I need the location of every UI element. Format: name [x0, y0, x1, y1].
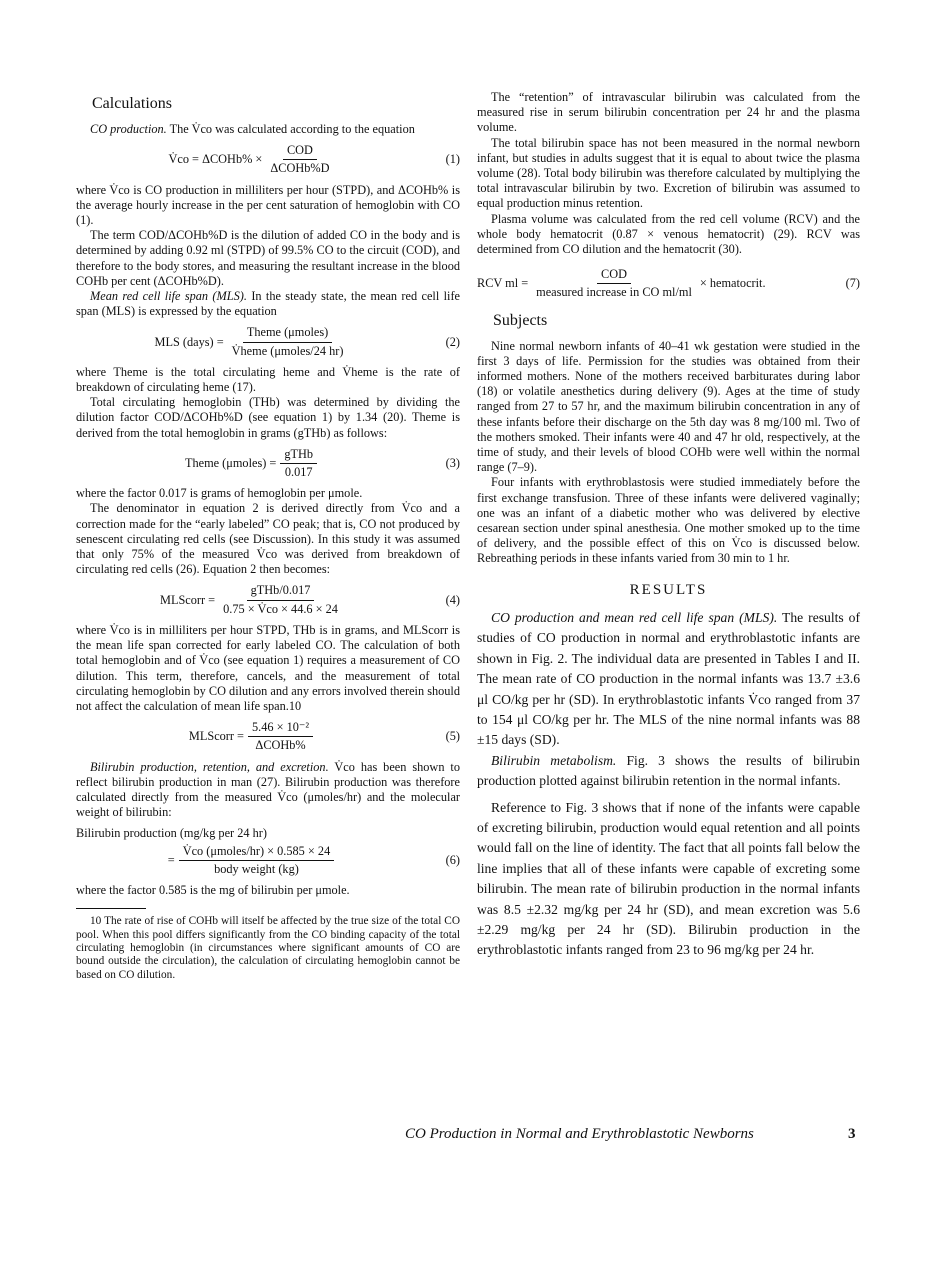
paragraph: Total circulating hemoglobin (THb) was determined by dividing the dilution factor COD/ΔCOHb%D (see equation 1) by 1.34 (20). Theme is derived from the total hemoglobin in grams (gTHb) as follows: [76, 395, 460, 440]
paragraph: Four infants with erythroblastosis were studied immediately before the first exchange transfusion. Three of these infants were delivered vaginally; one was an infant of a diabetic mother who was delivered by elective cesarean section under spinal anesthesia. One mother smoked up to the time of delivery, and the possible effect of this on V̇co is discussed below. Rebreathing periods in these infants varied from 30 min to 1 hr. [477, 475, 860, 566]
paragraph-co-production: CO production. The V̇co was calculated according to the equation [90, 122, 415, 136]
run-in-title: Mean red cell life span (MLS). [90, 289, 247, 304]
page-number: 3 [848, 1126, 856, 1142]
section-heading-results: RESULTS [629, 581, 708, 598]
paragraph: where the factor 0.017 is grams of hemoglobin per μmole. [76, 486, 363, 501]
run-in-title: Bilirubin production, retention, and excretion. [90, 759, 329, 774]
results-text [477, 608, 860, 961]
paragraph: where Theme is the total circulating heme and V̇heme is the rate of breakdown of circulating heme (17). [76, 364, 460, 395]
paragraph: The denominator in equation 2 is derived directly from V̇co and a correction made for the “early labeled” CO peak; that is, CO not produced by senescent circulating red cells (see Discussion). In this study it was assumed that only 75% of the measured V̇co was derived from breakdown of circulating red cells (26). Equation 2 then becomes: [76, 501, 460, 577]
running-head: CO Production in Normal and Erythroblastotic Newborns [405, 1126, 754, 1142]
equation-3: Theme (μmoles) = $\frac{\text{gTHb}}{0.017}$ (3) [184, 446, 460, 480]
equation-number: (4) [445, 592, 460, 607]
equation-1: V̇co = ΔCOHb% × $\frac{\text{COD}}{\text{ΔCOHb\%D}}$ (1) [168, 143, 460, 176]
paragraph: Reference to Fig. 3 shows that if none of the infants were capable of excreting bilirubin, production would equal retention and all points would fall on the line of identity. The fact that all points fall below the line implies that all of these infants were capable of excreting some bilirubin. The mean rate of bilirubin production in the normal infants was 8.5 ±2.32 mg/kg per 24 hr (SD), and mean excretion was 5.6 ±2.29 mg/kg per 24 hr (SD). Bilirubin production in the erythroblastotic infants ranged from 23 to 96 mg/kg per 24 hr. [477, 799, 860, 958]
equation-number: (2) [445, 334, 460, 349]
equation-4: MLScorr = $\frac{\text{gTHb/0.017}}{0.75 \times V̇co \times 44.6 \times 24}$ (4) [160, 583, 460, 616]
equation-number: (3) [445, 455, 460, 470]
run-in-title: Bilirubin metabolism. [491, 752, 617, 768]
equation-2: MLS (days) = $\frac{\text{Theme (μmoles)}}{\text{V̇heme (μmoles/24 hr)}}$ (2) [154, 325, 460, 358]
paragraph: The term COD/ΔCOHb%D is the dilution of added CO in the body and is determined by adding 0.92 ml (STPD) of 99.5% CO to the circuit (COD), and therefore to the body stores, and measuring the resultant increase in the blood COHb per cent (ΔCOHb%D). [76, 228, 460, 288]
paragraph-bilirubin-metabolism: Bilirubin metabolism. Fig. 3 shows the results of bilirubin production plotted against bilirubin retention in the normal infants. [477, 752, 860, 789]
equation-number: (5) [445, 729, 460, 744]
paragraph: where V̇co is in milliliters per hour STPD, THb is in grams, and MLScorr is the mean life span corrected for early labeled CO. The calculation of both total hemoglobin and of V̇co (see equation 1) requires a measurement of CO dilution. This term, therefore, cancels, and the measurement of total circulating hemoglobin by CO dilution and any errors involved therein should not affect the calculation of mean life span.10 [76, 622, 460, 713]
equation-number: (6) [445, 852, 460, 867]
paragraph: where the factor 0.585 is the mg of bilirubin per μmole. [76, 882, 350, 897]
equation-7: RCV ml = $\frac{\text{COD}}{\text{measured increase in CO ml/ml}}$ × hematocrit. (7) [477, 267, 860, 300]
equation-number: (1) [445, 152, 460, 167]
paragraph: The total bilirubin space has not been measured in the normal newborn infant, but studies in adults suggest that it is equal to about twice the plasma volume (28). Total body bilirubin was therefore calculated by multiplying the total intravascular bilirubin by two. Excretion of bilirubin was assumed to equal production minus retention. [477, 135, 860, 211]
left-column [76, 90, 460, 982]
footnote: 10 The rate of rise of COHb will itself be affected by the true size of the total CO pool. When this pool differs significantly from the CO binding capacity of the total circulating hemoglobin (in circumstances where significant amounts of CO are bound outside the circulation), the calculation of circulating hemoglobin cannot be based on CO dilution. [76, 915, 460, 981]
right-column [477, 90, 860, 961]
paragraph-bilirubin: Bilirubin production, retention, and excretion. V̇co has been shown to reflect bilirubin production in man (27). Bilirubin production was therefore calculated directly from the measured V̇co (μmoles/hr) and the molecular weight of bilirubin: [76, 759, 460, 820]
section-heading-subjects: Subjects [493, 311, 548, 329]
equation-number: (7) [845, 276, 860, 291]
equation-5: MLScorr = $\frac{\text{5.46 × 10⁻²}}{\text{ΔCOHb\%}}$ (5) [188, 720, 460, 753]
footnote-divider [76, 908, 146, 909]
paragraph: The “retention” of intravascular bilirubin was calculated from the measured rise in serum bilirubin concentration per 24 hr and the plasma volume. [477, 90, 860, 135]
paragraph: where V̇co is CO production in milliliters per hour (STPD), and ΔCOHb% is the average hourly increase in the per cent saturation of hemoglobin with CO (1). [76, 182, 460, 228]
section-heading-calculations: Calculations [92, 95, 172, 112]
paragraph: Nine normal newborn infants of 40–41 wk gestation were studied in the first 3 days of life. Permission for the studies was obtained from their informed mothers. None of the mothers received barbiturates during labor (18) or volatile anesthetics during delivery (9). Ages at the time of study ranged from 27 to 57 hr, and the maximum bilirubin concentration in any of these infants before their discharge on the 5th day was 8 mg/100 ml. Two of the mothers smoked. Their infants were 40 and 47 hr old, respectively, at the time of study, and their levels of blood COHb were well within the normal range (7–9). [477, 338, 860, 475]
equation-6: Bilirubin production (mg/kg per 24 hr) = $\frac{\text{V̇co (μmoles/hr) × 0.585 × 24}}{\text{body weight (kg)}}$ (6) [76, 826, 460, 876]
run-in-title: CO production. [90, 122, 167, 136]
paragraph: Plasma volume was calculated from the red cell volume (RCV) and the whole body hematocrit (0.87 × venous hematocrit) (29). RCV was determined from CO dilution and the hematocrit (30). [477, 211, 860, 257]
paragraph-co-results: CO production and mean red cell life span (MLS). The results of studies of CO production in normal and erythroblastotic infants are shown in Fig. 2. The individual data are presented in Tables I and II. The mean rate of CO production in the normal infants was 13.7 ±3.6 μl CO/kg per hr (SD). In erythroblastotic infants V̇co ranged from 37 to 154 μl CO/kg per hr. The MLS of the nine normal infants was 88 ±15 days (SD). [477, 609, 860, 748]
paragraph-mls: Mean red cell life span (MLS). In the steady state, the mean red cell life span (MLS) is expressed by the equation [76, 289, 460, 319]
run-in-title: CO production and mean red cell life span (MLS). [491, 609, 778, 625]
